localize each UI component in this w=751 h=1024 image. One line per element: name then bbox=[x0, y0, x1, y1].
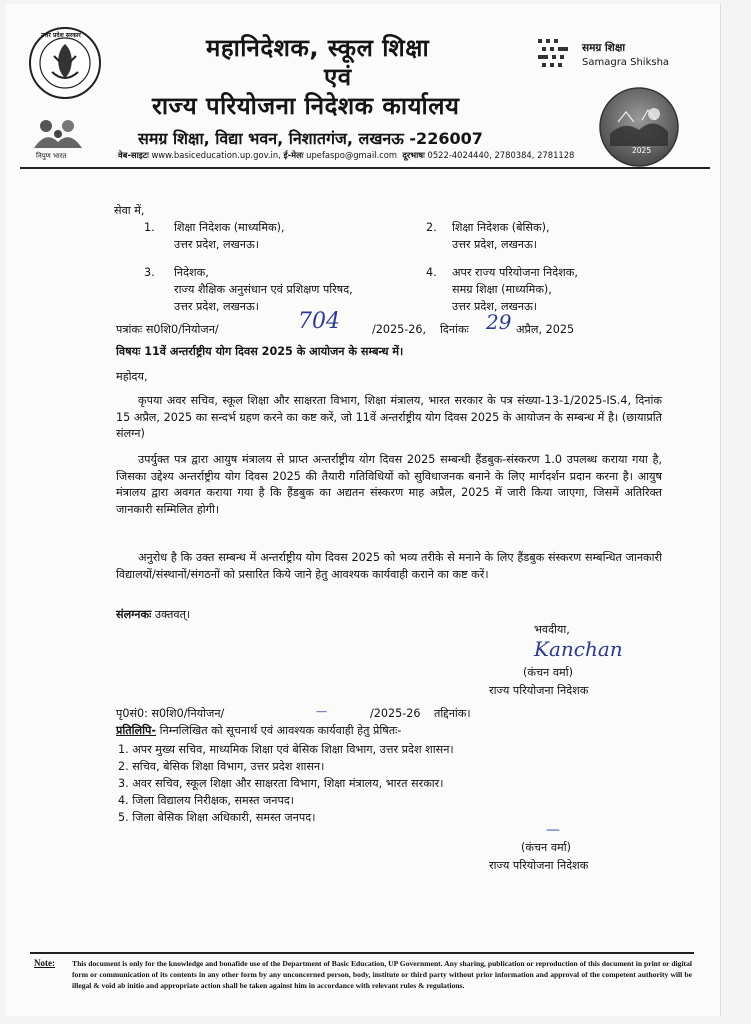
paragraph-2: उपर्युक्त पत्र द्वारा आयुष मंत्रालय से प्राप्त अन्तर्राष्ट्रीय योग दिवस 2025 सम्बन्धी हैंडबुक-संस्करण 1.0 उपलब्ध कराया गया है, जिसका उद्देश्य अन्तर्राष्ट्रीय योग दिवस 2025 की तैयारी गतिविधियों को सुविधाजनक बनाने के लिए मार्गदर्शन प्रदान करना है। आयुष मंत्रालय द्वारा अवगत कराया गया है कि हैंडबुक का अद्यतन संस्करण माह अप्रैल, 2025 में जारी किया जाएगा, जिसमें अतिरिक्त जानकारी सम्मिलित होगी। bbox=[116, 453, 662, 516]
copy-ref-dash: — bbox=[316, 705, 328, 718]
list-item: 5. जिला बेसिक शिक्षा अधिकारी, समस्त जनपद। bbox=[118, 811, 316, 824]
date-day: 29 bbox=[486, 310, 512, 334]
paragraph-1: कृपया अवर सचिव, स्कूल शिक्षा और साक्षरता विभाग, शिक्षा मंत्रालय, भारत सरकार के पत्र संख्या-13-1/2025-IS.4, दिनांक 15 अप्रैल, 2025 का सन्दर्भ ग्रहण करने का कष्ट करें, जो 11वें अन्तर्राष्ट्रीय योग दिवस 2025 के आयोजन के सम्बन्ध में है। (छायाप्रति संलग्न) bbox=[116, 394, 662, 440]
note-label: Note: bbox=[34, 958, 55, 968]
copy-ref-label: पृ0सं0: स0शि0/नियोजन/ bbox=[116, 707, 225, 720]
closing: भवदीया, bbox=[534, 623, 570, 636]
recipient-line: उत्तर प्रदेश, लखनऊ। bbox=[174, 300, 259, 313]
badge-year: 2025 bbox=[632, 146, 652, 155]
signature-2-mark: — bbox=[546, 822, 560, 838]
copy-list bbox=[118, 742, 454, 827]
list-item: 3. अवर सचिव, स्कूल शिक्षा और साक्षरता विभाग, शिक्षा मंत्रालय, भारत सरकार। bbox=[118, 777, 444, 790]
header-address: समग्र शिक्षा, विद्या भवन, निशातगंज, लखनऊ -226007 bbox=[138, 129, 483, 148]
phone-numbers: 0522-4024440, 2780384, 2781128 bbox=[427, 150, 575, 160]
recipient-line: उत्तर प्रदेश, लखनऊ। bbox=[174, 238, 259, 251]
email-link[interactable]: upefaspo@gmail.com bbox=[306, 150, 398, 160]
event-badge bbox=[598, 86, 680, 168]
recipient-number: 4. bbox=[426, 266, 437, 279]
header-contact bbox=[118, 150, 574, 161]
recipient-2 bbox=[426, 220, 550, 251]
recipient-4 bbox=[426, 265, 578, 313]
subject-line: विषयः 11वें अन्तर्राष्ट्रीय योग दिवस 2025 के आयोजन के सम्बन्ध में। bbox=[116, 345, 404, 358]
recipient-number: 1. bbox=[144, 221, 155, 234]
web-label: वेब-साइटः bbox=[118, 150, 149, 160]
reference-line bbox=[116, 309, 676, 342]
signatory-title: राज्य परियोजना निदेशक bbox=[489, 684, 589, 697]
signatory-2-name: (कंचन वर्मा) bbox=[521, 841, 571, 854]
recipient-line: शिक्षा निदेशक (बेसिक), bbox=[452, 221, 550, 234]
ref-number: 704 bbox=[298, 309, 340, 334]
salutation: महोदय, bbox=[116, 370, 148, 383]
enclosure-line bbox=[116, 607, 190, 624]
up-government-emblem bbox=[28, 26, 102, 100]
samagra-hindi: समग्र शिक्षा bbox=[582, 42, 626, 54]
recipient-number: 3. bbox=[144, 266, 155, 279]
recipients-label: सेवा में, bbox=[114, 204, 145, 217]
list-item: 2. सचिव, बेसिक शिक्षा विभाग, उत्तर प्रदेश शासन। bbox=[118, 760, 325, 773]
date-label: दिनांकः bbox=[440, 323, 469, 336]
recipient-line: राज्य शैक्षिक अनुसंधान एवं प्रशिक्षण परिषद, bbox=[174, 283, 353, 296]
header-title-line3: राज्य परियोजना निदेशक कार्यालय bbox=[152, 92, 460, 120]
copy-ref-date: तद्दिनांक। bbox=[434, 707, 471, 720]
copy-heading-text: निम्नलिखित को सूचनार्थ एवं आवश्यक कार्यवाही हेतु प्रेषितः- bbox=[159, 724, 402, 737]
recipient-line: समग्र शिक्षा (माध्यमिक), bbox=[452, 283, 552, 296]
recipient-line: उत्तर प्रदेश, लखनऊ। bbox=[452, 238, 537, 251]
recipient-line: शिक्षा निदेशक (माध्यमिक), bbox=[174, 221, 285, 234]
nipun-text: निपुण भारत bbox=[36, 152, 67, 160]
nipun-bharat-logo bbox=[24, 112, 90, 164]
enclosure-value: उक्तवत्। bbox=[154, 608, 191, 621]
signatory-2-title: राज्य परियोजना निदेशक bbox=[489, 859, 589, 872]
recipient-line: उत्तर प्रदेश, लखनऊ। bbox=[452, 300, 537, 313]
enclosure-label: संलग्नकः bbox=[116, 608, 152, 621]
header-title-line1: महानिदेशक, स्कूल शिक्षा bbox=[206, 34, 430, 62]
letter-page bbox=[6, 4, 720, 1016]
copy-reference-line bbox=[116, 706, 596, 724]
email-label: ई-मेलः bbox=[283, 150, 304, 160]
copy-heading bbox=[116, 723, 401, 740]
signatory-name: (कंचन वर्मा) bbox=[523, 666, 573, 679]
paragraph-3: अनुरोध है कि उक्त सम्बन्ध में अन्तर्राष्ट्रीय योग दिवस 2025 को भव्य तरीके से मनाने के लिए हैंडबुक संस्करण सम्बन्धित जानकारी विद्यालयों/संस्थानों/संगठनों को प्रसारित किये जाने हेतु आवश्यक कार्यवाही कराने का कष्ट करें। bbox=[116, 551, 662, 581]
samagra-grid-icon bbox=[536, 37, 576, 71]
list-item: 4. जिला विद्यालय निरीक्षक, समस्त जनपद। bbox=[118, 794, 295, 807]
footer-divider bbox=[30, 952, 694, 954]
recipient-1 bbox=[144, 220, 285, 251]
website-link[interactable]: www.basiceducation.up.gov.in, bbox=[151, 150, 281, 160]
copy-ref-year: /2025-26 bbox=[370, 707, 421, 720]
recipient-line: निदेशक, bbox=[174, 266, 209, 279]
samagra-shiksha-logo bbox=[536, 37, 676, 77]
samagra-english: Samagra Shiksha bbox=[582, 57, 670, 68]
header-divider bbox=[20, 167, 710, 169]
list-item: 1. अपर मुख्य सचिव, माध्यमिक शिक्षा एवं बेसिक शिक्षा विभाग, उत्तर प्रदेश शासन। bbox=[118, 743, 454, 756]
ref-label: पत्रांकः स0शि0/नियोजन/ bbox=[116, 323, 219, 336]
phone-label: दूरभाषः bbox=[402, 150, 425, 160]
copy-heading-label: प्रतिलिपि- bbox=[116, 724, 157, 737]
ref-year: /2025-26, bbox=[372, 323, 427, 336]
recipient-number: 2. bbox=[426, 221, 437, 234]
emblem-text: उत्तर प्रदेश सरकार bbox=[41, 32, 81, 39]
recipient-3 bbox=[144, 265, 353, 313]
recipient-line: अपर राज्य परियोजना निदेशक, bbox=[452, 266, 578, 279]
date-rest: अप्रैल, 2025 bbox=[516, 323, 575, 336]
note-text: This document is only for the knowledge and bonafide use of the Department of Basic Education, UP Government. Any sharing, publication or reproduction of this document in print or digital form or communication of its contents in any other form by any unconcerned person, body, institute or third party without prior information and approval of the competent authority will be illegal & void ab initio and appropriate action shall be taken against him in accordance with relevant rules & regulations. bbox=[72, 959, 692, 990]
signature: Kanchan bbox=[534, 637, 623, 661]
header-title-line2: एवं bbox=[324, 63, 352, 91]
